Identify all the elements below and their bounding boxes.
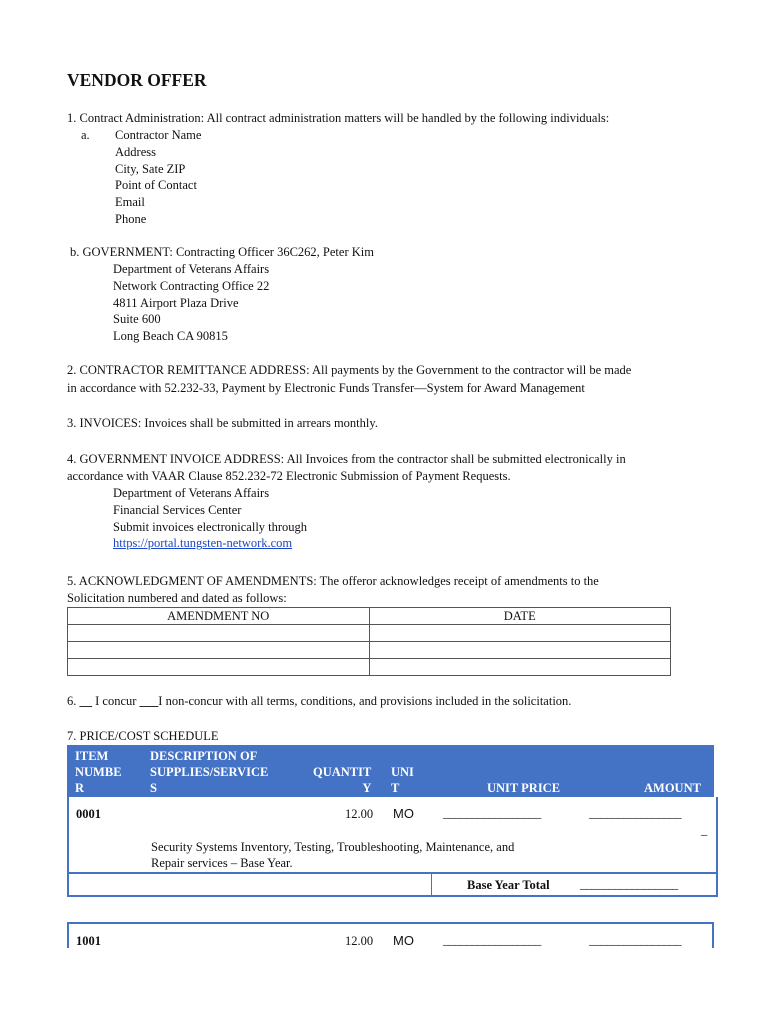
invoice-address-block bbox=[113, 485, 307, 552]
section-5-line-1: 5. ACKNOWLEDGMENT OF AMENDMENTS: The offeror acknowledges receipt of amendments to the bbox=[67, 574, 599, 588]
unit-price-header: UNIT PRICE bbox=[487, 781, 561, 795]
section-6-concur-line: 6. __ I concur ___I non-concur with all terms, conditions, and provisions included in the solicitation. bbox=[67, 694, 572, 708]
section-4-line-2: accordance with VAAR Clause 852.232-72 Electronic Submission of Payment Requests. bbox=[67, 469, 511, 483]
section-3-text: 3. INVOICES: Invoices shall be submitted in arrears monthly. bbox=[67, 416, 378, 430]
contractor-email: Email bbox=[115, 195, 145, 210]
contractor-address-block bbox=[115, 127, 201, 228]
unit-value: MO bbox=[393, 933, 414, 948]
unit-price-blank[interactable]: _________________ bbox=[443, 933, 541, 947]
item-description-line-1: Security Systems Inventory, Testing, Troubleshooting, Maintenance, and bbox=[151, 840, 515, 854]
unit-price-blank[interactable]: _________________ bbox=[443, 806, 541, 820]
date-cell[interactable] bbox=[369, 625, 671, 642]
section-1a-marker: a. bbox=[81, 128, 90, 142]
gov-line: Long Beach CA 90815 bbox=[113, 329, 228, 344]
description-header: DESCRIPTION OF SUPPLIES/SERVICE S bbox=[150, 749, 269, 795]
section-1b-heading: b. GOVERNMENT: Contracting Officer 36C262, Peter Kim bbox=[70, 245, 374, 259]
item-number: 0001 bbox=[76, 807, 101, 821]
date-header: DATE bbox=[369, 608, 671, 625]
page-title: VENDOR OFFER bbox=[67, 70, 207, 90]
unit-value: MO bbox=[393, 806, 414, 821]
item-number: 1001 bbox=[76, 934, 101, 948]
amount-blank-wrap: _ bbox=[701, 823, 708, 837]
gov-line: Network Contracting Office 22 bbox=[113, 278, 270, 293]
base-year-total-row bbox=[67, 872, 716, 897]
amendments-table bbox=[67, 607, 671, 676]
amount-blank[interactable]: ________________ bbox=[589, 933, 681, 947]
tungsten-portal-link[interactable]: https://portal.tungsten-network.com bbox=[113, 536, 293, 551]
gov-line: Suite 600 bbox=[113, 312, 161, 327]
contractor-phone: Phone bbox=[115, 211, 147, 226]
contractor-address: Address bbox=[115, 144, 156, 159]
invoice-line: Financial Services Center bbox=[113, 502, 242, 517]
unit-header: UNI T bbox=[391, 765, 414, 795]
contractor-poc: Point of Contact bbox=[115, 178, 197, 193]
quantity-value: 12.00 bbox=[345, 807, 374, 821]
base-year-total-blank[interactable]: _________________ bbox=[580, 877, 678, 891]
item-number-header: ITEM NUMBE R bbox=[75, 749, 122, 795]
concur-label: I concur bbox=[92, 694, 140, 708]
base-year-total-label: Base Year Total bbox=[467, 878, 550, 892]
amount-blank[interactable]: ________________ bbox=[589, 806, 681, 820]
price-schedule-row-0001 bbox=[67, 797, 718, 897]
item-description-line-2: Repair services – Base Year. bbox=[151, 856, 293, 870]
amendment-no-cell[interactable] bbox=[68, 625, 370, 642]
date-cell[interactable] bbox=[369, 642, 671, 659]
invoice-line: Department of Veterans Affairs bbox=[113, 486, 270, 500]
base-total-divider bbox=[431, 874, 432, 895]
section-4-line-1: 4. GOVERNMENT INVOICE ADDRESS: All Invoices from the contractor shall be submitted electronically in bbox=[67, 452, 626, 466]
section-2-line-2: in accordance with 52.232-33, Payment by Electronic Funds Transfer—System for Award Management bbox=[67, 381, 585, 395]
quantity-header: QUANTIT Y bbox=[313, 765, 372, 795]
section-5-line-2: Solicitation numbered and dated as follows: bbox=[67, 591, 287, 605]
amendment-no-cell[interactable] bbox=[68, 642, 370, 659]
government-address-block bbox=[113, 261, 269, 345]
section-7-heading: 7. PRICE/COST SCHEDULE bbox=[67, 729, 219, 743]
amendment-no-cell[interactable] bbox=[68, 659, 370, 676]
quantity-value: 12.00 bbox=[345, 934, 374, 948]
amendment-no-header: AMENDMENT NO bbox=[68, 608, 370, 625]
contractor-city: City, Sate ZIP bbox=[115, 161, 186, 176]
contractor-name: Contractor Name bbox=[115, 128, 202, 142]
gov-line: Department of Veterans Affairs bbox=[113, 262, 270, 276]
date-cell[interactable] bbox=[369, 659, 671, 676]
non-concur-label: I non-concur with all terms, conditions, and provisions included in the solicitation. bbox=[158, 694, 572, 708]
price-schedule-row-1001 bbox=[67, 922, 714, 948]
gov-line: 4811 Airport Plaza Drive bbox=[113, 295, 239, 310]
section-2-line-1: 2. CONTRACTOR REMITTANCE ADDRESS: All payments by the Government to the contractor will be made bbox=[67, 363, 632, 377]
non-concur-blank[interactable]: ___ bbox=[139, 694, 159, 708]
price-schedule-header bbox=[67, 745, 714, 797]
concur-blank[interactable]: __ bbox=[79, 694, 92, 708]
section-1-heading: 1. Contract Administration: All contract administration matters will be handled by the following individuals: bbox=[67, 111, 610, 125]
invoice-line: Submit invoices electronically through bbox=[113, 519, 308, 534]
amount-header: AMOUNT bbox=[644, 781, 701, 795]
